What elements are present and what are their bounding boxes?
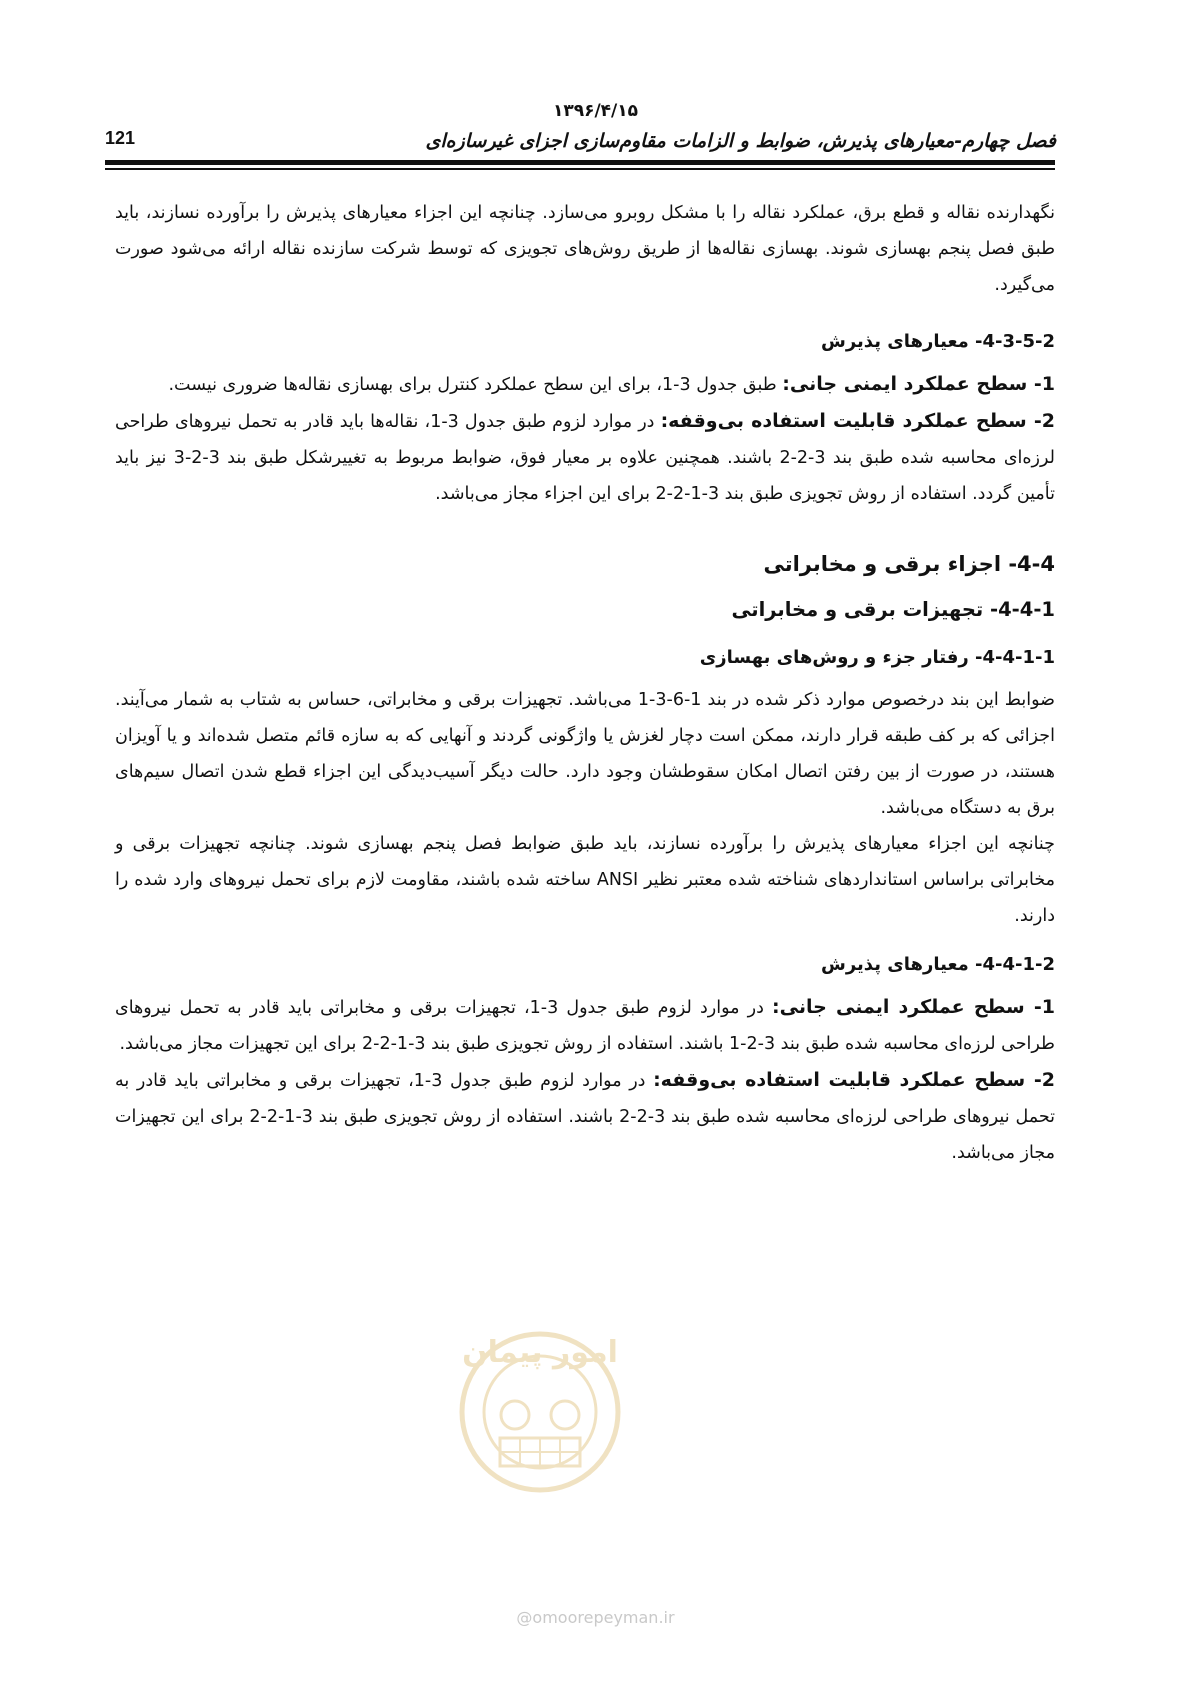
section-heading-4-4-1: 4-4-1- تجهیزات برقی و مخابراتی [731,598,1055,621]
criteria-item-immediate-occupancy [115,403,1055,512]
criteria-item-life-safety [115,989,1055,1062]
item-text: در موارد لزوم طبق جدول 3-1، نقاله‌ها باید قادر به تحمل نیروهای طراحی لرزه‌ای محاسبه شده طبق بند 3-2-2 باشند. همچنین علاوه بر معیار فوق، ضوابط مربوط به تغییرشکل طبق بند 3-2-3 نیز باید تأمین گردد. استفاده از روش تجویزی طبق بند 3-1-2-2 برای این اجزاء مجاز می‌باشد. [115,412,1055,504]
item-text: در موارد لزوم طبق جدول 3-1، تجهیزات برقی و مخابراتی باید قادر به تحمل نیروهای طراحی لرزه‌ای محاسبه شده طبق بند 3-2-1 باشند. استفاده از روش تجویزی طبق بند 3-1-2-2 برای این تجهیزات مجاز می‌باشد. [115,998,1055,1054]
item-lead: 2- سطح عملکرد قابلیت استفاده بی‌وقفه: [653,1069,1056,1091]
page-body [115,195,1055,1171]
behavior-paragraph: ضوابط این بند درخصوص موارد ذکر شده در بند 1-6-3-1 می‌باشد. تجهیزات برقی و مخابراتی، حساس به شتاب به شمار می‌آیند. اجزائی که بر کف طبقه قرار دارند، ممکن است دچار لغزش یا واژگونی گردند و آنهایی که به سازه قائم متصل شده‌اند و یا آویزان هستند، در صورت از بین رفتن اتصال امکان سقوطشان وجود دارد. حالت دیگر آسیب‌دیدگی این اجزاء قطع شدن اتصال سیم‌های برق به دستگاه می‌باشد. [115,690,1055,818]
item-lead: 1- سطح عملکرد ایمنی جانی: [772,996,1056,1018]
watermark-seal-icon [445,1320,635,1495]
page-number: 121 [105,128,136,148]
item-lead: 1- سطح عملکرد ایمنی جانی: [782,373,1055,395]
section-heading-4-4: 4-4- اجزاء برقی و مخابراتی [763,552,1055,576]
header-rule-thick [105,160,1055,165]
header-rule-thin [105,168,1055,170]
criteria-item-life-safety [115,366,1055,403]
criteria-item-immediate-occupancy [115,1062,1055,1171]
intro-paragraph: نگهدارنده نقاله و قطع برق، عملکرد نقاله را با مشکل روبرو می‌سازد. چنانچه این اجزاء معیارهای پذیرش را برآورده نسازند، باید طبق فصل پنجم بهسازی شوند. بهسازی نقاله‌ها از طریق روش‌های تجویزی که توسط شرکت سازنده نقاله ارائه می‌شود صورت می‌گیرد. [115,203,1055,295]
section-heading-4-4-1-2: 4-4-1-2- معیارهای پذیرش [821,954,1055,975]
seal-text: امور پیمان [462,1335,618,1370]
section-heading-4-4-1-1: 4-4-1-1- رفتار جزء و روش‌های بهسازی [699,647,1055,668]
item-text: در موارد لزوم طبق جدول 3-1، تجهیزات برقی و مخابراتی باید قادر به تحمل نیروهای طراحی لرزه‌ای محاسبه شده طبق بند 3-2-2 باشند. استفاده از روش تجویزی طبق بند 3-1-2-2 برای این تجهیزات مجاز می‌باشد. [115,1071,1056,1163]
rehab-paragraph: چنانچه این اجزاء معیارهای پذیرش را برآورده نسازند، باید طبق ضوابط فصل پنجم بهسازی شوند. چنانچه تجهیزات برقی و مخابراتی براساس استانداردهای شناخته شده معتبر نظیر ANSI ساخته شده باشند، مقاومت لازم برای تحمل نیروهای وارد شده را دارند. [115,834,1055,926]
item-text: طبق جدول 3-1، برای این سطح عملکرد کنترل برای بهسازی نقاله‌ها ضروری نیست. [168,375,783,395]
item-lead: 2- سطح عملکرد قابلیت استفاده بی‌وقفه: [660,410,1056,432]
page-header [0,0,1191,170]
watermark-url: @omoorepeyman.ir [516,1608,675,1627]
chapter-title: فصل چهارم-معیارهای پذیرش، ضوابط و الزامات مقاوم‌سازی اجزای غیرسازه‌ای [425,130,1056,152]
section-heading-4-3-5-2: 4-3-5-2- معیارهای پذیرش [821,331,1055,352]
header-date: ۱۳۹۶/۴/۱۵ [552,101,639,121]
